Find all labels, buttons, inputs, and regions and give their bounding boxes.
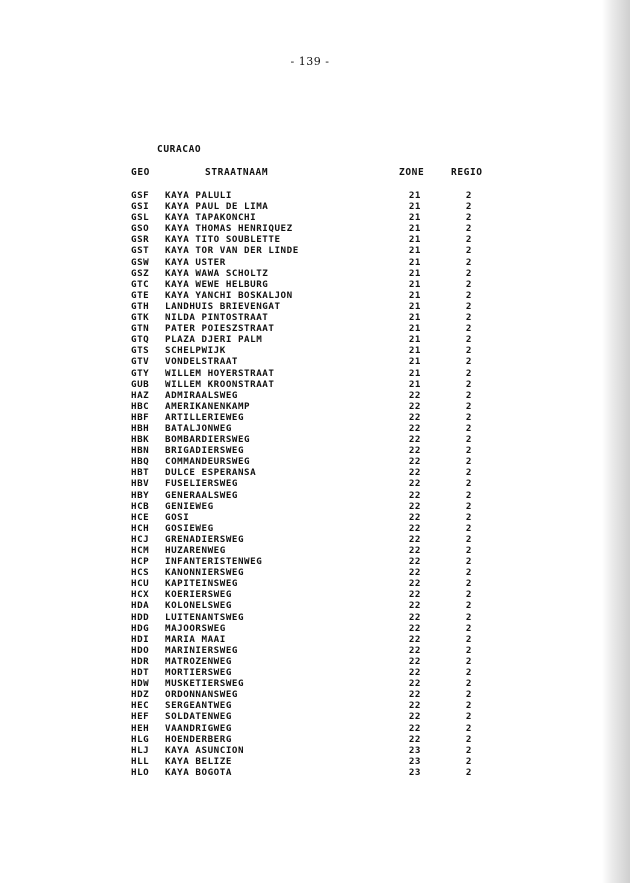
street-name: LUITENANTSWEG	[165, 611, 245, 623]
geo-code: HBK	[131, 434, 150, 446]
table-row	[0, 456, 630, 467]
table-row	[0, 734, 630, 745]
geo-code: HCH	[131, 522, 150, 534]
street-name: KAYA BELIZE	[165, 755, 232, 767]
zone-value: 21	[408, 267, 421, 279]
street-name: SERGEANTWEG	[165, 700, 232, 712]
regio-value: 2	[465, 667, 472, 679]
geo-code: HDG	[131, 622, 150, 634]
regio-value: 2	[465, 766, 472, 778]
street-name: MATROZENWEG	[165, 655, 232, 667]
geo-code: GUB	[131, 378, 150, 390]
table-row	[0, 711, 630, 722]
regio-value: 2	[465, 323, 472, 335]
zone-value: 22	[408, 678, 421, 690]
regio-value: 2	[465, 445, 472, 457]
regio-value: 2	[465, 744, 472, 756]
geo-code: HDR	[131, 655, 150, 667]
zone-value: 22	[408, 655, 421, 667]
geo-code: HLG	[131, 733, 150, 745]
zone-value: 22	[408, 556, 421, 568]
geo-code: HCP	[131, 556, 150, 568]
geo-code: HCU	[131, 578, 150, 590]
geo-code: HBT	[131, 467, 150, 479]
table-row	[0, 478, 630, 489]
street-name: MORTIERSWEG	[165, 667, 232, 679]
street-name: MARINIERSWEG	[165, 644, 238, 656]
regio-value: 2	[465, 489, 472, 501]
street-name: KAYA WEWE HELBURG	[165, 278, 269, 290]
regio-value: 2	[465, 201, 472, 213]
table-row	[0, 379, 630, 390]
geo-code: GTV	[131, 356, 150, 368]
regio-value: 2	[465, 644, 472, 656]
table-row	[0, 345, 630, 356]
regio-value: 2	[465, 633, 472, 645]
zone-value: 21	[408, 334, 421, 346]
regio-value: 2	[465, 678, 472, 690]
table-row	[0, 434, 630, 445]
street-name: KAYA BOGOTA	[165, 766, 232, 778]
table-row	[0, 223, 630, 234]
table-row	[0, 689, 630, 700]
table-row	[0, 567, 630, 578]
column-header-street: STRAATNAAM	[205, 167, 269, 178]
geo-code: HDZ	[131, 689, 150, 701]
table-row	[0, 257, 630, 268]
table-row	[0, 190, 630, 201]
regio-value: 2	[465, 611, 472, 623]
table-row	[0, 467, 630, 478]
table-row	[0, 268, 630, 279]
regio-value: 2	[465, 622, 472, 634]
regio-value: 2	[465, 722, 472, 734]
table-row	[0, 501, 630, 512]
regio-value: 2	[465, 689, 472, 701]
geo-code: GSO	[131, 223, 150, 235]
street-name: KAYA USTER	[165, 256, 226, 268]
geo-code: GSL	[131, 212, 150, 224]
regio-value: 2	[465, 223, 472, 235]
zone-value: 22	[408, 478, 421, 490]
street-name: KAYA TITO SOUBLETTE	[165, 234, 281, 246]
regio-value: 2	[465, 389, 472, 401]
zone-value: 22	[408, 700, 421, 712]
regio-value: 2	[465, 467, 472, 479]
zone-value: 22	[408, 667, 421, 679]
regio-value: 2	[465, 700, 472, 712]
regio-value: 2	[465, 456, 472, 468]
regio-value: 2	[465, 400, 472, 412]
regio-value: 2	[465, 545, 472, 556]
table-row	[0, 423, 630, 434]
street-name: BRIGADIERSWEG	[165, 445, 245, 457]
table-row	[0, 279, 630, 290]
geo-code: HLL	[131, 755, 150, 767]
street-name: KAYA PAUL DE LIMA	[165, 201, 269, 213]
zone-value: 21	[408, 278, 421, 290]
street-name: KAYA TAPAKONCHI	[165, 212, 257, 224]
zone-value: 23	[408, 755, 421, 767]
table-row	[0, 445, 630, 456]
street-name: GRENADIERSWEG	[165, 533, 245, 545]
zone-value: 22	[408, 711, 421, 723]
table-row	[0, 312, 630, 323]
street-name: KANONNIERSWEG	[165, 567, 245, 579]
geo-code: HCJ	[131, 533, 150, 545]
regio-value: 2	[465, 711, 472, 723]
geo-code: HEH	[131, 722, 150, 734]
street-name: COMMANDEURSWEG	[165, 456, 251, 468]
regio-value: 2	[465, 267, 472, 279]
street-name: HUZARENWEG	[165, 545, 226, 556]
regio-value: 2	[465, 422, 472, 434]
street-name: ARTILLERIEWEG	[165, 411, 245, 423]
street-name: GENERAALSWEG	[165, 489, 238, 501]
geo-code: HCE	[131, 511, 150, 523]
table-row	[0, 656, 630, 667]
table-row	[0, 645, 630, 656]
table-row	[0, 545, 630, 556]
zone-value: 22	[408, 733, 421, 745]
regio-value: 2	[465, 334, 472, 346]
geo-code: GTQ	[131, 334, 150, 346]
street-name: PLAZA DJERI PALM	[165, 334, 263, 346]
street-name: VONDELSTRAAT	[165, 356, 238, 368]
geo-code: HBC	[131, 400, 150, 412]
street-name: PATER POIESZSTRAAT	[165, 323, 275, 335]
zone-value: 22	[408, 644, 421, 656]
street-name: KAYA TOR VAN DER LINDE	[165, 245, 299, 257]
geo-code: GTC	[131, 278, 150, 290]
geo-code: HCS	[131, 567, 150, 579]
zone-value: 22	[408, 422, 421, 434]
street-name: FUSELIERSWEG	[165, 478, 238, 490]
zone-value: 22	[408, 622, 421, 634]
street-name: MAJOORSWEG	[165, 622, 226, 634]
geo-code: GTH	[131, 300, 150, 312]
geo-code: HEC	[131, 700, 150, 712]
street-name: KOERIERSWEG	[165, 589, 232, 601]
zone-value: 21	[408, 300, 421, 312]
geo-code: HDT	[131, 667, 150, 679]
street-name: ADMIRAALSWEG	[165, 389, 238, 401]
regio-value: 2	[465, 234, 472, 246]
geo-code: HBY	[131, 489, 150, 501]
street-name: BATALJONWEG	[165, 422, 232, 434]
street-name: KAYA PALULI	[165, 190, 232, 201]
zone-value: 22	[408, 567, 421, 579]
geo-code: HLO	[131, 766, 150, 778]
regio-value: 2	[465, 278, 472, 290]
regio-value: 2	[465, 567, 472, 579]
regio-value: 2	[465, 378, 472, 390]
street-name: AMERIKANENKAMP	[165, 400, 251, 412]
street-name: GOSIEWEG	[165, 522, 214, 534]
geo-code: GTE	[131, 289, 150, 301]
zone-value: 22	[408, 611, 421, 623]
regio-value: 2	[465, 533, 472, 545]
zone-value: 22	[408, 578, 421, 590]
regio-value: 2	[465, 190, 472, 201]
regio-value: 2	[465, 600, 472, 612]
geo-code: HCM	[131, 545, 150, 556]
table-row	[0, 356, 630, 367]
zone-value: 21	[408, 201, 421, 213]
street-name: WILLEM HOYERSTRAAT	[165, 367, 275, 379]
table-row	[0, 512, 630, 523]
table-row	[0, 534, 630, 545]
zone-value: 22	[408, 511, 421, 523]
geo-code: GSZ	[131, 267, 150, 279]
table-row	[0, 390, 630, 401]
zone-value: 22	[408, 411, 421, 423]
zone-value: 21	[408, 367, 421, 379]
table-row	[0, 612, 630, 623]
geo-code: HEF	[131, 711, 150, 723]
table-row	[0, 212, 630, 223]
zone-value: 22	[408, 600, 421, 612]
street-name: GOSI	[165, 511, 190, 523]
zone-value: 21	[408, 212, 421, 224]
regio-value: 2	[465, 733, 472, 745]
geo-code: HCX	[131, 589, 150, 601]
geo-code: HDI	[131, 633, 150, 645]
street-name: VAANDRIGWEG	[165, 722, 232, 734]
geo-code: HBV	[131, 478, 150, 490]
zone-value: 23	[408, 744, 421, 756]
geo-code: GSW	[131, 256, 150, 268]
geo-code: GSF	[131, 190, 150, 201]
zone-value: 22	[408, 545, 421, 556]
geo-code: HBQ	[131, 456, 150, 468]
table-row	[0, 368, 630, 379]
street-name: KAYA WAWA SCHOLTZ	[165, 267, 269, 279]
street-name: MARIA MAAI	[165, 633, 226, 645]
zone-value: 22	[408, 522, 421, 534]
geo-code: HCB	[131, 500, 150, 512]
column-header-geo: GEO	[131, 167, 150, 178]
regio-value: 2	[465, 655, 472, 667]
zone-value: 22	[408, 434, 421, 446]
table-row	[0, 490, 630, 501]
street-name: DULCE ESPERANSA	[165, 467, 257, 479]
zone-value: 21	[408, 378, 421, 390]
geo-code: GTY	[131, 367, 150, 379]
geo-code: GTS	[131, 345, 150, 357]
table-row	[0, 412, 630, 423]
table-row	[0, 201, 630, 212]
zone-value: 21	[408, 190, 421, 201]
regio-value: 2	[465, 556, 472, 568]
regio-value: 2	[465, 511, 472, 523]
table-header	[0, 167, 630, 179]
geo-code: HLJ	[131, 744, 150, 756]
table-row	[0, 634, 630, 645]
table-row	[0, 700, 630, 711]
geo-code: HDA	[131, 600, 150, 612]
zone-value: 22	[408, 722, 421, 734]
table-row	[0, 301, 630, 312]
street-name: GENIEWEG	[165, 500, 214, 512]
geo-code: HDO	[131, 644, 150, 656]
page-number: - 139 -	[290, 55, 330, 68]
regio-value: 2	[465, 578, 472, 590]
street-name: ORDONNANSWEG	[165, 689, 238, 701]
zone-value: 22	[408, 389, 421, 401]
regio-value: 2	[465, 411, 472, 423]
geo-code: HBN	[131, 445, 150, 457]
table-row	[0, 589, 630, 600]
street-name: KAYA YANCHI BOSKALJON	[165, 289, 293, 301]
zone-value: 21	[408, 356, 421, 368]
zone-value: 21	[408, 323, 421, 335]
regio-value: 2	[465, 212, 472, 224]
geo-code: GTK	[131, 312, 150, 324]
zone-value: 23	[408, 766, 421, 778]
table-row	[0, 623, 630, 634]
zone-value: 21	[408, 256, 421, 268]
street-name: HOENDERBERG	[165, 733, 232, 745]
geo-code: HBH	[131, 422, 150, 434]
zone-value: 22	[408, 489, 421, 501]
regio-value: 2	[465, 367, 472, 379]
geo-code: GTN	[131, 323, 150, 335]
zone-value: 22	[408, 589, 421, 601]
table-row	[0, 767, 630, 778]
table-row	[0, 578, 630, 589]
geo-code: GST	[131, 245, 150, 257]
column-header-regio: REGIO	[451, 167, 483, 178]
table-row	[0, 667, 630, 678]
zone-value: 21	[408, 289, 421, 301]
table-row	[0, 323, 630, 334]
section-title: CURACAO	[157, 144, 202, 155]
street-name: NILDA PINTOSTRAAT	[165, 312, 269, 324]
table-row	[0, 556, 630, 567]
zone-value: 22	[408, 500, 421, 512]
zone-value: 22	[408, 400, 421, 412]
zone-value: 21	[408, 223, 421, 235]
street-name: LANDHUIS BRIEVENGAT	[165, 300, 281, 312]
geo-code: HDD	[131, 611, 150, 623]
geo-code: GSR	[131, 234, 150, 246]
table-row	[0, 245, 630, 256]
geo-code: GSI	[131, 201, 150, 213]
street-table	[0, 190, 630, 778]
table-row	[0, 401, 630, 412]
table-row	[0, 756, 630, 767]
regio-value: 2	[465, 356, 472, 368]
regio-value: 2	[465, 345, 472, 357]
regio-value: 2	[465, 300, 472, 312]
regio-value: 2	[465, 522, 472, 534]
regio-value: 2	[465, 755, 472, 767]
street-name: WILLEM KROONSTRAAT	[165, 378, 275, 390]
table-row	[0, 600, 630, 611]
street-name: INFANTERISTENWEG	[165, 556, 263, 568]
street-name: KAYA ASUNCION	[165, 744, 245, 756]
table-row	[0, 290, 630, 301]
zone-value: 22	[408, 456, 421, 468]
street-name: KAYA THOMAS HENRIQUEZ	[165, 223, 293, 235]
street-name: KOLONELSWEG	[165, 600, 232, 612]
zone-value: 21	[408, 245, 421, 257]
street-name: SOLDATENWEG	[165, 711, 232, 723]
column-header-zone: ZONE	[399, 167, 425, 178]
table-row	[0, 745, 630, 756]
street-name: MUSKETIERSWEG	[165, 678, 245, 690]
regio-value: 2	[465, 500, 472, 512]
geo-code: HAZ	[131, 389, 150, 401]
zone-value: 21	[408, 234, 421, 246]
geo-code: HBF	[131, 411, 150, 423]
regio-value: 2	[465, 478, 472, 490]
zone-value: 22	[408, 467, 421, 479]
regio-value: 2	[465, 434, 472, 446]
zone-value: 22	[408, 689, 421, 701]
street-name: SCHELPWIJK	[165, 345, 226, 357]
street-name: BOMBARDIERSWEG	[165, 434, 251, 446]
zone-value: 21	[408, 345, 421, 357]
zone-value: 21	[408, 312, 421, 324]
zone-value: 22	[408, 533, 421, 545]
table-row	[0, 234, 630, 245]
table-row	[0, 334, 630, 345]
regio-value: 2	[465, 245, 472, 257]
street-name: KAPITEINSWEG	[165, 578, 238, 590]
regio-value: 2	[465, 312, 472, 324]
regio-value: 2	[465, 289, 472, 301]
table-row	[0, 678, 630, 689]
zone-value: 22	[408, 445, 421, 457]
regio-value: 2	[465, 589, 472, 601]
table-row	[0, 723, 630, 734]
regio-value: 2	[465, 256, 472, 268]
table-row	[0, 523, 630, 534]
zone-value: 22	[408, 633, 421, 645]
geo-code: HDW	[131, 678, 150, 690]
